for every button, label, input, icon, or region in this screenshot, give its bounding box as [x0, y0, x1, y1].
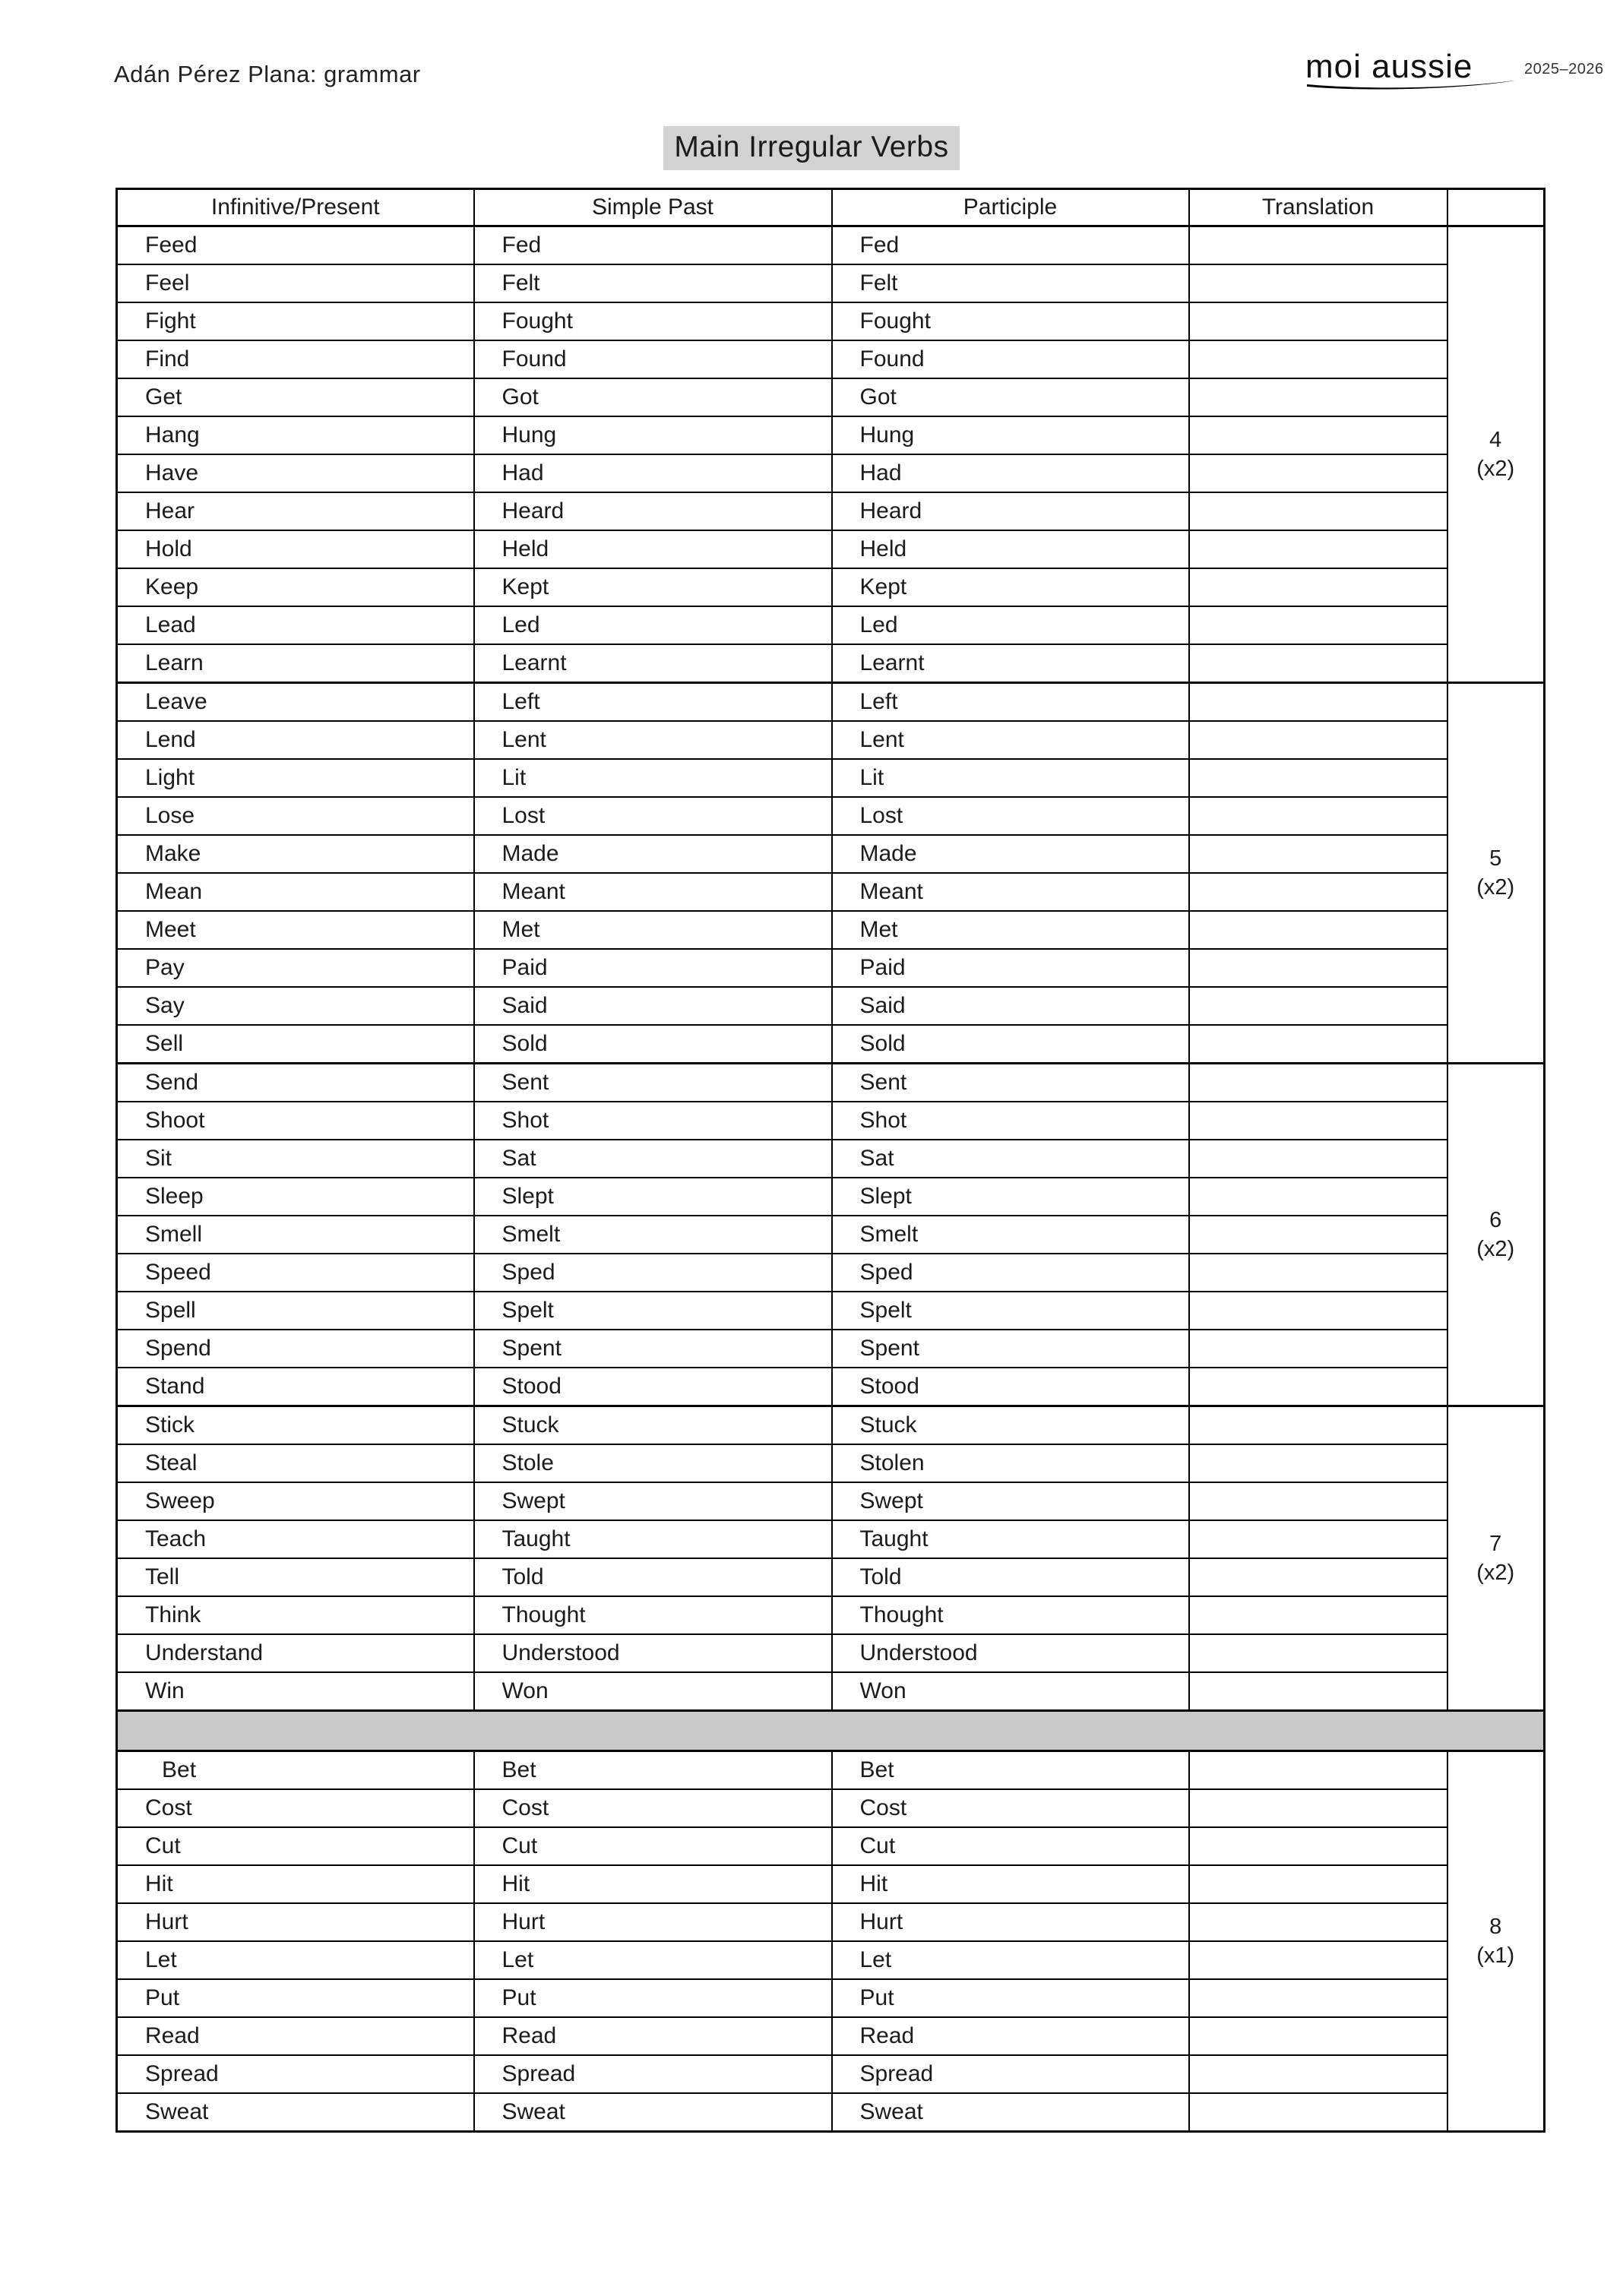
- translation-cell: [1189, 2093, 1447, 2132]
- infinitive-cell: Steal: [117, 1444, 474, 1482]
- logo-years: 2025–2026: [1524, 61, 1604, 77]
- translation-cell: [1189, 1634, 1447, 1672]
- translation-cell: [1189, 1216, 1447, 1254]
- translation-cell: [1189, 302, 1447, 340]
- translation-cell: [1189, 873, 1447, 911]
- verb-row: [117, 1672, 1545, 1711]
- translation-cell: [1189, 1558, 1447, 1596]
- infinitive-cell: Stand: [117, 1368, 474, 1406]
- simple-past-cell: Kept: [474, 568, 832, 606]
- simple-past-cell: Heard: [474, 492, 832, 530]
- table-header: [117, 189, 1545, 226]
- verb-row: [117, 683, 1545, 722]
- verb-row: [117, 1634, 1545, 1672]
- verb-row: [117, 721, 1545, 759]
- simple-past-cell: Smelt: [474, 1216, 832, 1254]
- translation-cell: [1189, 1368, 1447, 1406]
- infinitive-cell: Sit: [117, 1140, 474, 1178]
- verb-row: [117, 1520, 1545, 1558]
- translation-cell: [1189, 1025, 1447, 1064]
- simple-past-cell: Understood: [474, 1634, 832, 1672]
- verb-row: [117, 759, 1545, 797]
- verb-row: [117, 1330, 1545, 1368]
- verb-row: [117, 1140, 1545, 1178]
- simple-past-cell: Slept: [474, 1178, 832, 1216]
- infinitive-cell: Win: [117, 1672, 474, 1711]
- translation-cell: [1189, 226, 1447, 265]
- participle-cell: Learnt: [832, 644, 1189, 683]
- infinitive-cell: Smell: [117, 1216, 474, 1254]
- infinitive-cell: Send: [117, 1064, 474, 1102]
- verb-row: [117, 226, 1545, 265]
- participle-cell: Met: [832, 911, 1189, 949]
- verb-row: [117, 264, 1545, 302]
- translation-cell: [1189, 1751, 1447, 1790]
- translation-cell: [1189, 340, 1447, 378]
- group-separator-band: [117, 1711, 1545, 1751]
- verb-row: [117, 911, 1545, 949]
- verb-row: [117, 949, 1545, 987]
- infinitive-cell: Cut: [117, 1827, 474, 1865]
- participle-cell: Stolen: [832, 1444, 1189, 1482]
- simple-past-cell: Stole: [474, 1444, 832, 1482]
- simple-past-cell: Thought: [474, 1596, 832, 1634]
- translation-cell: [1189, 416, 1447, 454]
- participle-cell: Meant: [832, 873, 1189, 911]
- participle-cell: Got: [832, 378, 1189, 416]
- translation-cell: [1189, 454, 1447, 492]
- simple-past-cell: Said: [474, 987, 832, 1025]
- simple-past-cell: Sent: [474, 1064, 832, 1102]
- group-number: 8: [1489, 1915, 1502, 1939]
- infinitive-cell: Make: [117, 835, 474, 873]
- simple-past-cell: Hit: [474, 1865, 832, 1903]
- header-row: [117, 189, 1545, 226]
- participle-cell: Held: [832, 530, 1189, 568]
- infinitive-cell: Let: [117, 1941, 474, 1979]
- verb-row: [117, 1216, 1545, 1254]
- translation-cell: [1189, 1102, 1447, 1140]
- verb-row: [117, 1025, 1545, 1064]
- translation-cell: [1189, 1941, 1447, 1979]
- translation-cell: [1189, 1254, 1447, 1292]
- participle-cell: Lent: [832, 721, 1189, 759]
- infinitive-cell: Put: [117, 1979, 474, 2017]
- simple-past-cell: Swept: [474, 1482, 832, 1520]
- verb-row: [117, 835, 1545, 873]
- group-multiplier: (x2): [1476, 457, 1515, 481]
- group-label-cell: [1447, 1064, 1545, 1406]
- translation-cell: [1189, 568, 1447, 606]
- simple-past-cell: Fought: [474, 302, 832, 340]
- infinitive-cell: Think: [117, 1596, 474, 1634]
- verb-row: [117, 454, 1545, 492]
- infinitive-cell: Hit: [117, 1865, 474, 1903]
- group-multiplier: (x1): [1476, 1943, 1515, 1968]
- translation-cell: [1189, 1596, 1447, 1634]
- translation-cell: [1189, 683, 1447, 722]
- translation-cell: [1189, 264, 1447, 302]
- page-title: Main Irregular Verbs: [663, 126, 959, 170]
- verb-row: [117, 1444, 1545, 1482]
- verb-row: [117, 1789, 1545, 1827]
- infinitive-cell: Light: [117, 759, 474, 797]
- simple-past-cell: Spent: [474, 1330, 832, 1368]
- infinitive-cell: Fight: [117, 302, 474, 340]
- group-number: 5: [1489, 846, 1502, 871]
- verb-row: [117, 797, 1545, 835]
- infinitive-cell: Sleep: [117, 1178, 474, 1216]
- group-separator-row: [117, 1711, 1545, 1751]
- simple-past-cell: Stood: [474, 1368, 832, 1406]
- translation-cell: [1189, 1672, 1447, 1711]
- verb-row: [117, 2055, 1545, 2093]
- infinitive-cell: Mean: [117, 873, 474, 911]
- verb-row: [117, 1827, 1545, 1865]
- infinitive-cell: Pay: [117, 949, 474, 987]
- participle-cell: Sat: [832, 1140, 1189, 1178]
- verb-row: [117, 873, 1545, 911]
- participle-cell: Left: [832, 683, 1189, 722]
- translation-cell: [1189, 1444, 1447, 1482]
- infinitive-cell: Lead: [117, 606, 474, 644]
- simple-past-cell: Shot: [474, 1102, 832, 1140]
- verb-row: [117, 1903, 1545, 1941]
- translation-cell: [1189, 835, 1447, 873]
- translation-cell: [1189, 949, 1447, 987]
- verb-row: [117, 1292, 1545, 1330]
- translation-cell: [1189, 1520, 1447, 1558]
- simple-past-cell: Taught: [474, 1520, 832, 1558]
- infinitive-cell: Feel: [117, 264, 474, 302]
- verb-row: [117, 1254, 1545, 1292]
- simple-past-cell: Led: [474, 606, 832, 644]
- infinitive-cell: Understand: [117, 1634, 474, 1672]
- translation-cell: [1189, 1789, 1447, 1827]
- logo-text: moi aussie: [1305, 48, 1473, 85]
- verb-row: [117, 1102, 1545, 1140]
- infinitive-cell: Meet: [117, 911, 474, 949]
- infinitive-cell: Stick: [117, 1406, 474, 1445]
- group-number: 7: [1489, 1532, 1502, 1556]
- participle-cell: Hit: [832, 1865, 1189, 1903]
- participle-cell: Shot: [832, 1102, 1189, 1140]
- moi-aussie-logo: [1305, 50, 1604, 91]
- column-header-simple-past: Simple Past: [474, 189, 832, 226]
- infinitive-cell: Cost: [117, 1789, 474, 1827]
- simple-past-cell: Cut: [474, 1827, 832, 1865]
- infinitive-cell: Tell: [117, 1558, 474, 1596]
- simple-past-cell: Sped: [474, 1254, 832, 1292]
- participle-cell: Spent: [832, 1330, 1189, 1368]
- verb-row: [117, 492, 1545, 530]
- simple-past-cell: Left: [474, 683, 832, 722]
- verb-row: [117, 1406, 1545, 1445]
- translation-cell: [1189, 1140, 1447, 1178]
- simple-past-cell: Stuck: [474, 1406, 832, 1445]
- participle-cell: Made: [832, 835, 1189, 873]
- simple-past-cell: Fed: [474, 226, 832, 265]
- column-header-participle: Participle: [832, 189, 1189, 226]
- translation-cell: [1189, 606, 1447, 644]
- translation-cell: [1189, 1979, 1447, 2017]
- participle-cell: Led: [832, 606, 1189, 644]
- infinitive-cell: Keep: [117, 568, 474, 606]
- simple-past-cell: Told: [474, 1558, 832, 1596]
- simple-past-cell: Hurt: [474, 1903, 832, 1941]
- verb-row: [117, 606, 1545, 644]
- verb-row: [117, 568, 1545, 606]
- participle-cell: Stood: [832, 1368, 1189, 1406]
- participle-cell: Kept: [832, 568, 1189, 606]
- simple-past-cell: Bet: [474, 1751, 832, 1790]
- participle-cell: Won: [832, 1672, 1189, 1711]
- participle-cell: Had: [832, 454, 1189, 492]
- translation-cell: [1189, 530, 1447, 568]
- verb-row: [117, 1178, 1545, 1216]
- infinitive-cell: Lend: [117, 721, 474, 759]
- participle-cell: Hung: [832, 416, 1189, 454]
- verb-row: [117, 1979, 1545, 2017]
- participle-cell: Let: [832, 1941, 1189, 1979]
- verb-row: [117, 302, 1545, 340]
- infinitive-cell: Sweep: [117, 1482, 474, 1520]
- simple-past-cell: Read: [474, 2017, 832, 2055]
- table-body: [117, 226, 1545, 2132]
- verb-row: [117, 530, 1545, 568]
- infinitive-cell: Hear: [117, 492, 474, 530]
- simple-past-cell: Got: [474, 378, 832, 416]
- verb-row: [117, 1865, 1545, 1903]
- group-label-cell: [1447, 1751, 1545, 2132]
- simple-past-cell: Made: [474, 835, 832, 873]
- participle-cell: Sped: [832, 1254, 1189, 1292]
- verb-row: [117, 340, 1545, 378]
- simple-past-cell: Sold: [474, 1025, 832, 1064]
- column-header-translation: Translation: [1189, 189, 1447, 226]
- participle-cell: Told: [832, 1558, 1189, 1596]
- participle-cell: Heard: [832, 492, 1189, 530]
- verb-row: [117, 378, 1545, 416]
- infinitive-cell: Spread: [117, 2055, 474, 2093]
- infinitive-cell: Teach: [117, 1520, 474, 1558]
- translation-cell: [1189, 378, 1447, 416]
- verb-row: [117, 1751, 1545, 1790]
- column-header-group: [1447, 189, 1545, 226]
- verb-row: [117, 2017, 1545, 2055]
- translation-cell: [1189, 987, 1447, 1025]
- infinitive-cell: Say: [117, 987, 474, 1025]
- translation-cell: [1189, 1406, 1447, 1445]
- participle-cell: Taught: [832, 1520, 1189, 1558]
- participle-cell: Understood: [832, 1634, 1189, 1672]
- simple-past-cell: Had: [474, 454, 832, 492]
- simple-past-cell: Let: [474, 1941, 832, 1979]
- simple-past-cell: Found: [474, 340, 832, 378]
- translation-cell: [1189, 2055, 1447, 2093]
- participle-cell: Swept: [832, 1482, 1189, 1520]
- translation-cell: [1189, 492, 1447, 530]
- group-multiplier: (x2): [1476, 1561, 1515, 1585]
- group-label-cell: [1447, 1406, 1545, 1711]
- simple-past-cell: Met: [474, 911, 832, 949]
- simple-past-cell: Lent: [474, 721, 832, 759]
- participle-cell: Paid: [832, 949, 1189, 987]
- simple-past-cell: Held: [474, 530, 832, 568]
- simple-past-cell: Lost: [474, 797, 832, 835]
- group-label-cell: [1447, 683, 1545, 1064]
- participle-cell: Thought: [832, 1596, 1189, 1634]
- group-label-cell: [1447, 226, 1545, 683]
- group-number: 6: [1489, 1208, 1502, 1232]
- infinitive-cell: Spend: [117, 1330, 474, 1368]
- infinitive-cell: Sell: [117, 1025, 474, 1064]
- translation-cell: [1189, 2017, 1447, 2055]
- participle-cell: Fought: [832, 302, 1189, 340]
- infinitive-cell: Leave: [117, 683, 474, 722]
- participle-cell: Put: [832, 1979, 1189, 2017]
- participle-cell: Sweat: [832, 2093, 1189, 2132]
- simple-past-cell: Spelt: [474, 1292, 832, 1330]
- translation-cell: [1189, 1865, 1447, 1903]
- simple-past-cell: Hung: [474, 416, 832, 454]
- infinitive-cell: Hang: [117, 416, 474, 454]
- translation-cell: [1189, 911, 1447, 949]
- infinitive-cell: Lose: [117, 797, 474, 835]
- simple-past-cell: Paid: [474, 949, 832, 987]
- translation-cell: [1189, 1292, 1447, 1330]
- verb-row: [117, 1064, 1545, 1102]
- infinitive-cell: Speed: [117, 1254, 474, 1292]
- translation-cell: [1189, 1482, 1447, 1520]
- translation-cell: [1189, 1330, 1447, 1368]
- simple-past-cell: Sweat: [474, 2093, 832, 2132]
- translation-cell: [1189, 644, 1447, 683]
- verb-row: [117, 987, 1545, 1025]
- participle-cell: Slept: [832, 1178, 1189, 1216]
- infinitive-cell: Bet: [117, 1751, 474, 1790]
- participle-cell: Read: [832, 2017, 1189, 2055]
- participle-cell: Sold: [832, 1025, 1189, 1064]
- participle-cell: Smelt: [832, 1216, 1189, 1254]
- participle-cell: Lost: [832, 797, 1189, 835]
- simple-past-cell: Learnt: [474, 644, 832, 683]
- participle-cell: Spelt: [832, 1292, 1189, 1330]
- infinitive-cell: Find: [117, 340, 474, 378]
- simple-past-cell: Spread: [474, 2055, 832, 2093]
- verb-row: [117, 1941, 1545, 1979]
- simple-past-cell: Won: [474, 1672, 832, 1711]
- verb-row: [117, 1596, 1545, 1634]
- infinitive-cell: Hold: [117, 530, 474, 568]
- verb-row: [117, 644, 1545, 683]
- participle-cell: Fed: [832, 226, 1189, 265]
- group-multiplier: (x2): [1476, 1237, 1515, 1261]
- infinitive-cell: Hurt: [117, 1903, 474, 1941]
- infinitive-cell: Read: [117, 2017, 474, 2055]
- column-header-infinitive: Infinitive/Present: [117, 189, 474, 226]
- infinitive-cell: Feed: [117, 226, 474, 265]
- infinitive-cell: Spell: [117, 1292, 474, 1330]
- verb-row: [117, 2093, 1545, 2132]
- participle-cell: Lit: [832, 759, 1189, 797]
- participle-cell: Stuck: [832, 1406, 1189, 1445]
- participle-cell: Bet: [832, 1751, 1189, 1790]
- simple-past-cell: Cost: [474, 1789, 832, 1827]
- group-number: 4: [1489, 428, 1502, 452]
- translation-cell: [1189, 1064, 1447, 1102]
- author-course-label: Adán Pérez Plana: grammar: [114, 61, 421, 87]
- participle-cell: Felt: [832, 264, 1189, 302]
- group-multiplier: (x2): [1476, 875, 1515, 900]
- verb-row: [117, 416, 1545, 454]
- participle-cell: Found: [832, 340, 1189, 378]
- verb-row: [117, 1558, 1545, 1596]
- infinitive-cell: Learn: [117, 644, 474, 683]
- infinitive-cell: Sweat: [117, 2093, 474, 2132]
- translation-cell: [1189, 1903, 1447, 1941]
- simple-past-cell: Sat: [474, 1140, 832, 1178]
- simple-past-cell: Put: [474, 1979, 832, 2017]
- translation-cell: [1189, 797, 1447, 835]
- participle-cell: Spread: [832, 2055, 1189, 2093]
- infinitive-cell: Get: [117, 378, 474, 416]
- translation-cell: [1189, 759, 1447, 797]
- infinitive-cell: Have: [117, 454, 474, 492]
- participle-cell: Hurt: [832, 1903, 1189, 1941]
- participle-cell: Sent: [832, 1064, 1189, 1102]
- translation-cell: [1189, 1178, 1447, 1216]
- title-row: [0, 126, 1623, 170]
- infinitive-cell: Shoot: [117, 1102, 474, 1140]
- participle-cell: Cost: [832, 1789, 1189, 1827]
- participle-cell: Cut: [832, 1827, 1189, 1865]
- verb-row: [117, 1482, 1545, 1520]
- translation-cell: [1189, 721, 1447, 759]
- simple-past-cell: Meant: [474, 873, 832, 911]
- verb-row: [117, 1368, 1545, 1406]
- participle-cell: Said: [832, 987, 1189, 1025]
- simple-past-cell: Felt: [474, 264, 832, 302]
- irregular-verbs-table: [115, 188, 1545, 2133]
- simple-past-cell: Lit: [474, 759, 832, 797]
- translation-cell: [1189, 1827, 1447, 1865]
